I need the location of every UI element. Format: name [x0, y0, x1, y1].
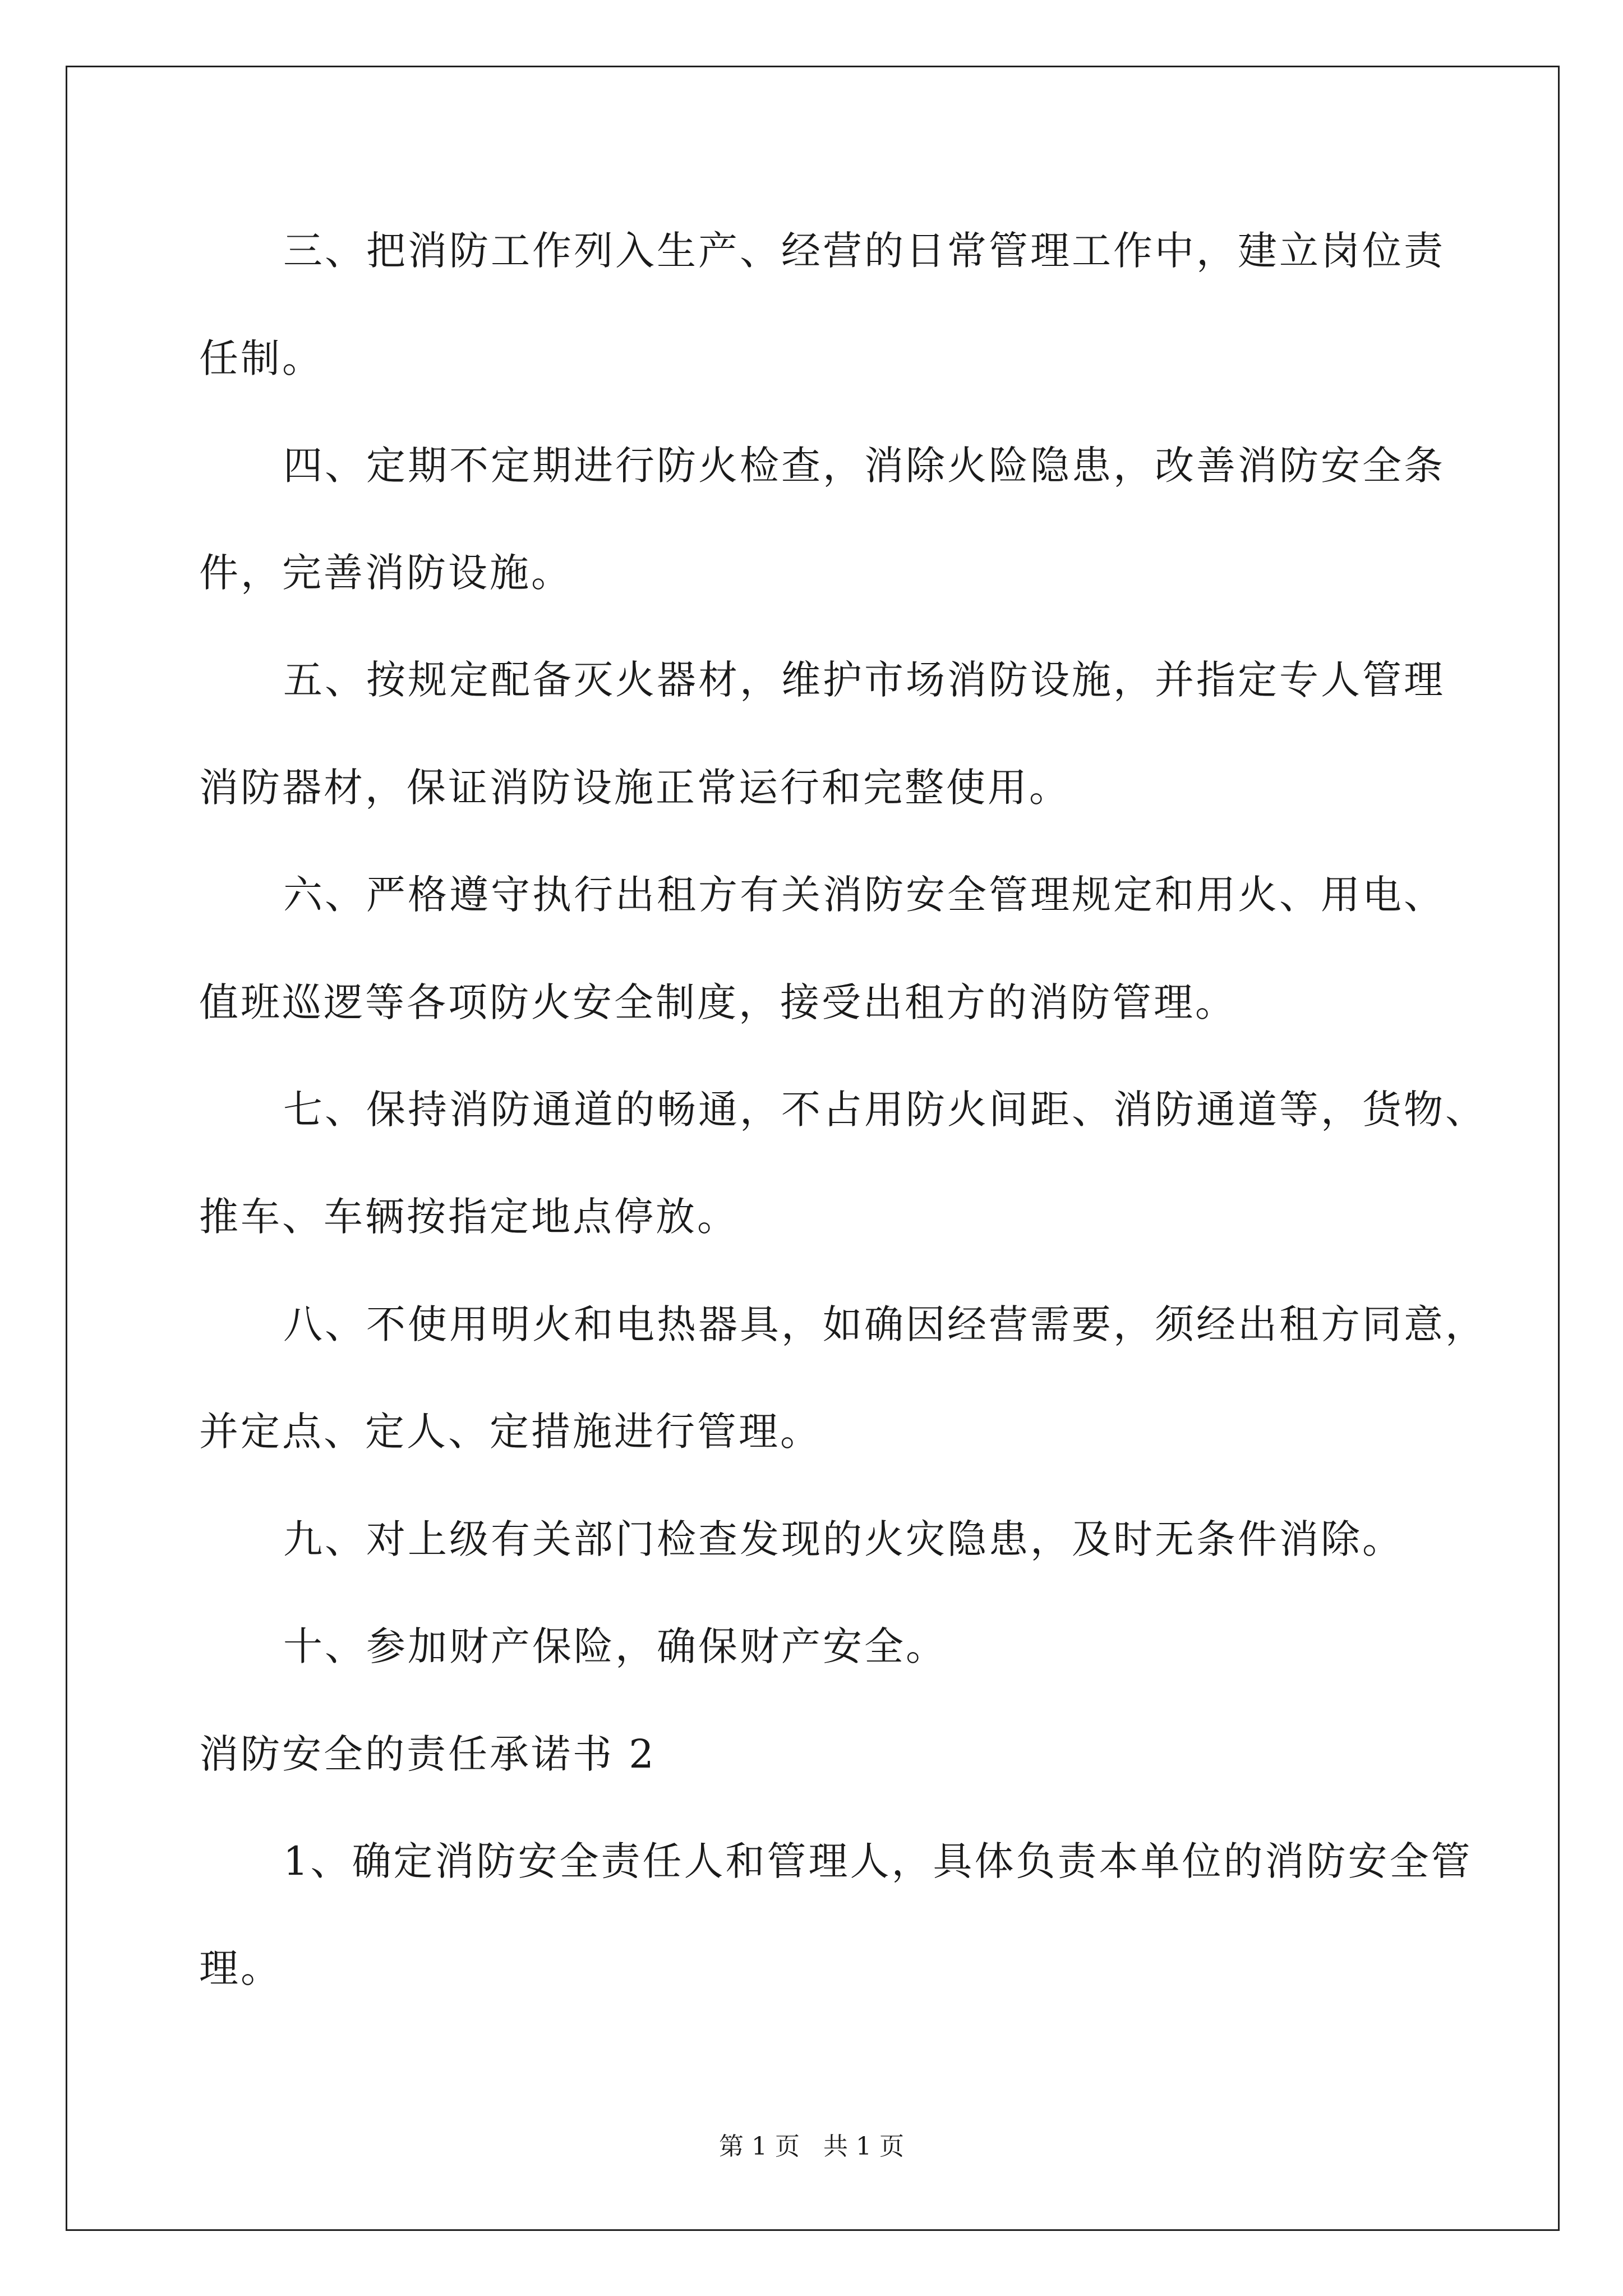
- page-footer: [0, 2126, 1623, 2162]
- paragraph-after-line-2: 理。: [199, 1945, 282, 1991]
- paragraph-8-line-1: 八、不使用明火和电热器具，如确因经营需要，须经出租方同意，: [283, 1301, 1487, 1347]
- section-heading: 消防安全的责任承诺书 2: [199, 1731, 656, 1777]
- paragraph-7-line-2: 推车、车辆按指定地点停放。: [199, 1194, 739, 1240]
- page-border: [66, 66, 1560, 2231]
- footer-page-number: 第 1 页: [719, 2132, 800, 2161]
- paragraph-6-line-2: 值班巡逻等各项防火安全制度，接受出租方的消防管理。: [199, 979, 1237, 1025]
- paragraph-10: 十、参加财产保险，确保财产安全。: [283, 1623, 947, 1669]
- paragraph-4-line-2: 件，完善消防设施。: [199, 550, 573, 596]
- paragraph-9: 九、对上级有关部门检查发现的火灾隐患，及时无条件消除。: [283, 1516, 1404, 1562]
- paragraph-7-line-1: 七、保持消防通道的畅通，不占用防火间距、消防通道等，货物、: [283, 1087, 1487, 1133]
- paragraph-3-line-2: 任制。: [199, 335, 324, 381]
- paragraph-5-line-1: 五、按规定配备灭火器材，维护市场消防设施，并指定专人管理: [283, 657, 1445, 703]
- paragraph-after-line-1: 1、确定消防安全责任人和管理人，具体负责本单位的消防安全管: [283, 1838, 1473, 1884]
- paragraph-8-line-2: 并定点、定人、定措施进行管理。: [199, 1409, 822, 1455]
- paragraph-4-line-1: 四、定期不定期进行防火检查，消除火险隐患，改善消防安全条: [283, 443, 1445, 489]
- footer-total-pages: 共 1 页: [823, 2132, 904, 2161]
- paragraph-6-line-1: 六、严格遵守执行出租方有关消防安全管理规定和用火、用电、: [283, 872, 1445, 918]
- paragraph-5-line-2: 消防器材，保证消防设施正常运行和完整使用。: [199, 765, 1071, 811]
- paragraph-3-line-1: 三、把消防工作列入生产、经营的日常管理工作中，建立岗位责: [283, 228, 1445, 274]
